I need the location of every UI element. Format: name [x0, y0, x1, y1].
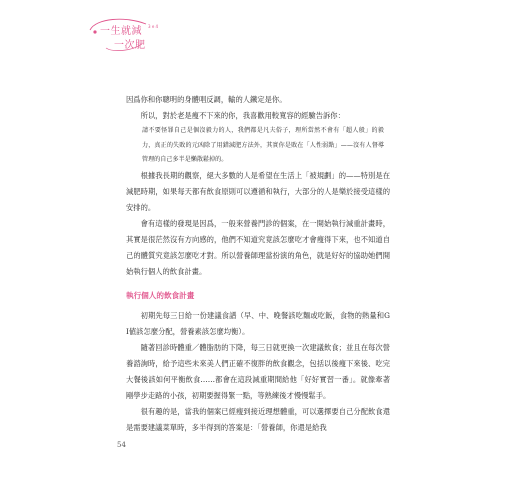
paragraph-1: 因爲你和你聰明的身體唱反調，輸的人鐵定是你。	[126, 95, 287, 104]
paragraph-5: 初期先每三日給一份建議食譜（早、中、晚餐該吃麵或吃飯，食物的熱量和GI値該怎麼分配，營養素該怎麼均衡）。	[126, 310, 390, 336]
paragraph-7: 很有趣的是，當我的個案已經瘦到接近理想體重，可以選擇要自己分配飲食還是需要建議菜單時，多半得到的答案是：「營養師，你還是給我	[126, 406, 390, 432]
paragraph-4: 會有這樣的發現是因爲，一般來營養門診的個案，在一開始執行減重計畫時，其實是很茫然沒有方向感的，他們不知道究竟該怎麼吃才會瘦得下來，也不知道自己的體質究竟該怎麼吃才對。所以營養師理當扮演的角色，就是好好的協助她們開始執行個人的飲食計畫。	[126, 218, 390, 276]
logo-title-line2: 一次肥	[114, 40, 146, 51]
quote-block: 請不要怪罪自己是個沒毅力的人，我們都是凡夫俗子，理所當然不會有「超人般」的毅力，真正的失敗的元凶除了用錯減肥方法外，其實你是敗在「人性弱點」——沒有人督導管理的自己多半是懶散鬆掉的。	[142, 127, 384, 163]
paragraph-2: 所以，對於老是瘦不下來的你，我喜歡用較寬容的經驗告訴你：	[140, 111, 345, 120]
book-logo	[86, 12, 166, 54]
paragraph-6: 隨著回診時體重／體脂肪的下降，每三日就更換一次建議飲食；並且在每次營養諮詢時，給予這些未來美人們正確不復胖的飲食觀念，包括以後瘦下來後、吃完大餐後該如何平衡飲食……都會在這段減重期間給他「好好實習一番」。就像牽著剛學步走路的小孩，初期要握得緊一點，等熟練後才慢慢鬆手。	[126, 342, 390, 400]
logo-subtext: 3 e 4	[148, 24, 159, 29]
paragraph-3: 根據我長期的觀察，絕大多數的人是希望在生活上「被規劃」的——特別是在減肥時期，如果每天都有飲食原則可以遵循和執行，大部分的人是樂於接受這樣的安排的。	[126, 170, 390, 212]
section-title: 執行個人的飲食計畫	[126, 290, 195, 300]
logo-title-line1: 一生就減	[100, 26, 142, 37]
page-number: 54	[117, 441, 126, 449]
main-text	[126, 92, 390, 436]
